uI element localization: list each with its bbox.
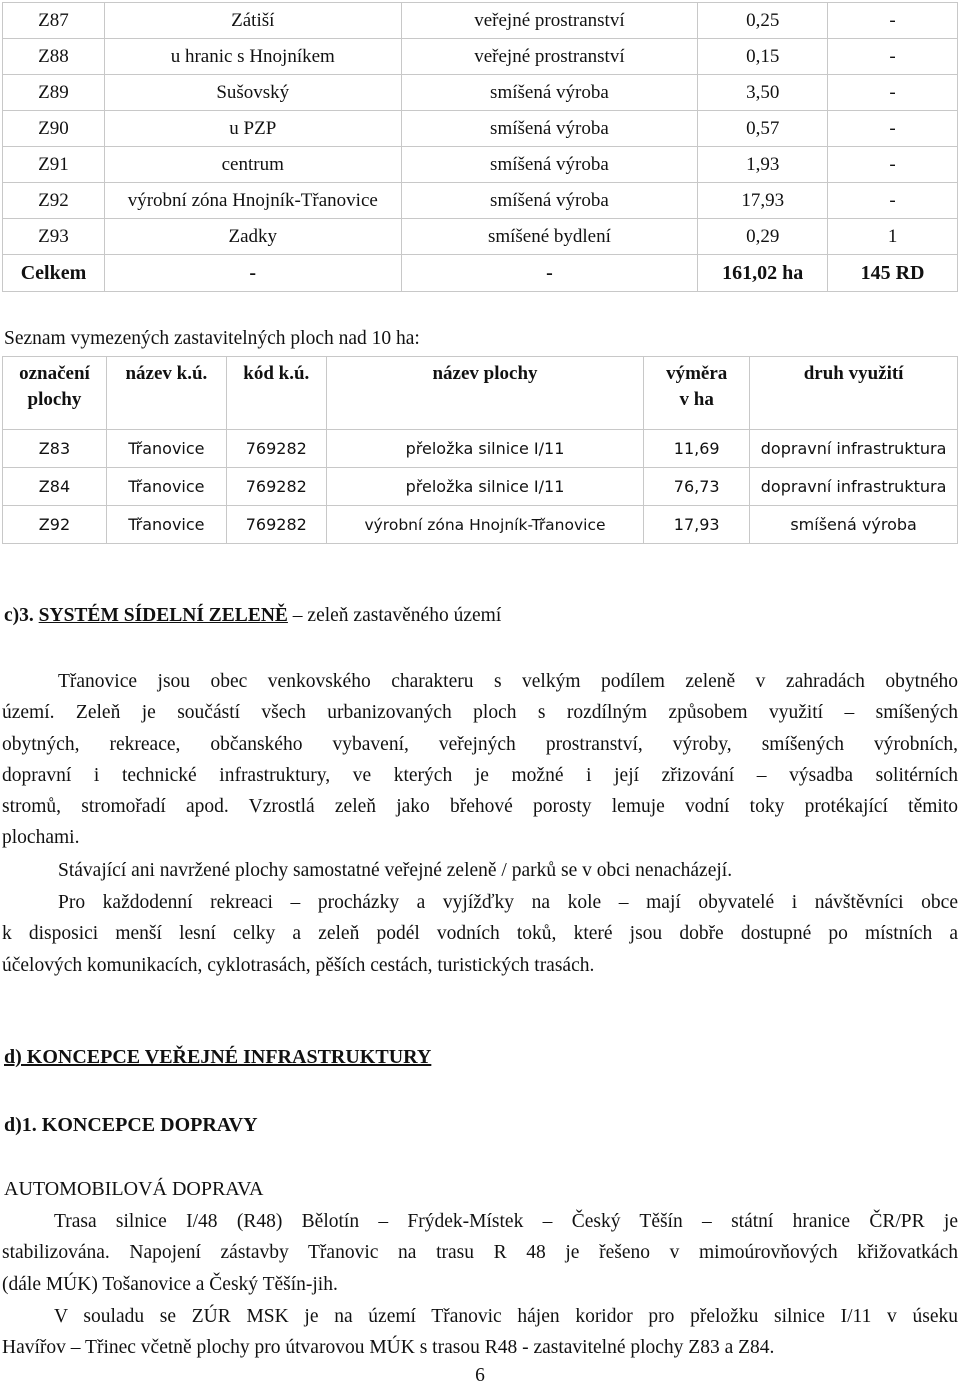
cell-name: u PZP (104, 111, 401, 147)
table-row (3, 430, 958, 468)
table-row (3, 75, 958, 111)
cell-nazev-plochy: výrobní zóna Hnojník-Třanovice (326, 506, 644, 544)
cell-units: 1 (828, 219, 958, 255)
cell-name: Zadky (104, 219, 401, 255)
automobile-transport-heading: AUTOMOBILOVÁ DOPRAVA (4, 1178, 264, 1200)
cell-vymera: 17,93 (644, 506, 750, 544)
paragraph-line: území. Zeleň je součástí všech urbanizovaných ploch s rozdílným způsobem využití – smíšených (2, 702, 958, 724)
large-areas-table (2, 356, 958, 544)
cell-area: 0,29 (698, 219, 828, 255)
table-row (3, 506, 958, 544)
cell-kod-ku: 769282 (226, 506, 326, 544)
cell-name: výrobní zóna Hnojník-Třanovice (104, 183, 401, 219)
section-d1-paragraph-2 (2, 1301, 958, 1364)
cell-name: u hranic s Hnojníkem (104, 39, 401, 75)
cell-nazev-ku: Třanovice (106, 468, 226, 506)
cell-kod-ku: 769282 (226, 430, 326, 468)
cell-druh: dopravní infrastruktura (750, 430, 958, 468)
cell-vymera: 76,73 (644, 468, 750, 506)
cell-area: 0,57 (698, 111, 828, 147)
cell-code: Z88 (3, 39, 105, 75)
cell-use: smíšená výroba (401, 111, 698, 147)
paragraph-line: V souladu se ZÚR MSK je na území Třanovic hájen koridor pro přeložku silnice I/11 v úseku (54, 1306, 958, 1327)
section-c3-paragraph-1 (2, 666, 958, 854)
cell-code: Z91 (3, 147, 105, 183)
cell-use: smíšená výroba (401, 147, 698, 183)
table-header-row (3, 357, 958, 430)
header-druh: druh využití (750, 357, 958, 430)
cell-nazev-ku: Třanovice (106, 506, 226, 544)
header-nazev-plochy: název plochy (326, 357, 644, 430)
cell-area: 3,50 (698, 75, 828, 111)
cell-code: Z93 (3, 219, 105, 255)
table-row (3, 219, 958, 255)
cell-use: smíšená výroba (401, 183, 698, 219)
table-row (3, 468, 958, 506)
cell-use: smíšená výroba (401, 75, 698, 111)
cell-code: Z89 (3, 75, 105, 111)
cell-oznaceni: Z92 (3, 506, 107, 544)
header-oznaceni-line1: označení (19, 363, 90, 384)
areas-table (2, 2, 958, 292)
cell-name: Zátiší (104, 3, 401, 39)
cell-use: veřejné prostranství (401, 3, 698, 39)
table-row (3, 3, 958, 39)
header-oznaceni-line2: plochy (27, 389, 82, 410)
cell-area: 1,93 (698, 147, 828, 183)
cell-name: - (104, 255, 401, 292)
cell-code: Celkem (3, 255, 105, 292)
cell-units: - (828, 39, 958, 75)
paragraph-line: Pro každodenní rekreaci – procházky a vyjížďky na kole – mají obyvatelé i návštěvníci obce (58, 892, 958, 913)
cell-units: - (828, 147, 958, 183)
section-d1-heading: d)1. KONCEPCE DOPRAVY (4, 1114, 258, 1136)
cell-area: 17,93 (698, 183, 828, 219)
paragraph-line: dopravní i technické infrastruktury, ve kterých je možné i její zřizování – výsadba solitérních (2, 764, 958, 786)
page-number: 6 (475, 1365, 485, 1386)
cell-units: - (828, 111, 958, 147)
section-c3-paragraph-3 (2, 887, 958, 981)
paragraph-line: Trasa silnice I/48 (R48) Bělotín – Frýdek-Místek – Český Těšín – státní hranice ČR/PR je (54, 1211, 958, 1232)
paragraph-line: Stávající ani navržené plochy samostatné veřejné zeleně / parků se v obci nenacházejí. (58, 860, 733, 881)
cell-nazev-ku: Třanovice (106, 430, 226, 468)
cell-area: 161,02 ha (698, 255, 828, 292)
section-d-heading: d) KONCEPCE VEŘEJNÉ INFRASTRUKTURY (4, 1046, 432, 1068)
cell-units: - (828, 75, 958, 111)
cell-area: 0,25 (698, 3, 828, 39)
paragraph-line: plochami. (2, 827, 80, 849)
cell-use: - (401, 255, 698, 292)
paragraph-line: k disposici menší lesní celky a zeleň podél vodních toků, které jsou dobře dostupné po místních a (2, 923, 958, 945)
cell-code: Z87 (3, 3, 105, 39)
cell-area: 0,15 (698, 39, 828, 75)
cell-nazev-plochy: přeložka silnice I/11 (326, 430, 644, 468)
cell-kod-ku: 769282 (226, 468, 326, 506)
paragraph-line: Třanovice jsou obec venkovského charakteru s velkým podílem zeleně v zahradách obytného (58, 671, 958, 692)
cell-code: Z92 (3, 183, 105, 219)
list-heading: Seznam vymezených zastavitelných ploch nad 10 ha: (4, 328, 420, 349)
section-c3-number: c)3. (4, 605, 34, 626)
paragraph-line: (dále MÚK) Tošanovice a Český Těšín-jih. (2, 1273, 338, 1295)
table-row (3, 147, 958, 183)
paragraph-line: účelových komunikacích, cyklotrasách, pěších cestách, turistických trasách. (2, 954, 595, 976)
table-row (3, 111, 958, 147)
cell-units: - (828, 3, 958, 39)
cell-druh: smíšená výroba (750, 506, 958, 544)
cell-vymera: 11,69 (644, 430, 750, 468)
paragraph-line: stromů, stromořadí apod. Vzrostlá zeleň jako břehové porosty lemuje vodní toky protékající těmito (2, 796, 958, 818)
section-c3-title: SYSTÉM SÍDELNÍ ZELENĚ (38, 605, 288, 626)
cell-name: centrum (104, 147, 401, 183)
section-d1-paragraph-1 (2, 1206, 958, 1300)
cell-oznaceni: Z83 (3, 430, 107, 468)
header-oznaceni (3, 357, 107, 430)
cell-oznaceni: Z84 (3, 468, 107, 506)
cell-code: Z90 (3, 111, 105, 147)
cell-nazev-plochy: přeložka silnice I/11 (326, 468, 644, 506)
section-c3-heading (4, 605, 501, 627)
header-vymera-line1: výměra (666, 363, 728, 384)
paragraph-line: obytných, rekreace, občanského vybavení, veřejných prostranství, výroby, smíšených výrobních, (2, 733, 958, 755)
cell-druh: dopravní infrastruktura (750, 468, 958, 506)
paragraph-line: Havířov – Třinec včetně plochy pro útvarovou MÚK s trasou R48 - zastavitelné plochy Z83 a Z84. (2, 1337, 775, 1359)
cell-use: smíšené bydlení (401, 219, 698, 255)
header-vymera-line2: v ha (679, 389, 714, 410)
cell-name: Sušovský (104, 75, 401, 111)
section-c3-paragraph-2 (2, 855, 958, 886)
cell-units: 145 RD (828, 255, 958, 292)
cell-use: veřejné prostranství (401, 39, 698, 75)
cell-units: - (828, 183, 958, 219)
table-row (3, 183, 958, 219)
table-total-row (3, 255, 958, 292)
paragraph-line: stabilizována. Napojení zástavby Třanovic na trasu R 48 je řešeno v mimoúrovňových křižovatkách (2, 1242, 958, 1264)
table-row (3, 39, 958, 75)
section-c3-subtitle: – zeleň zastavěného území (287, 605, 502, 626)
header-nazev-ku: název k.ú. (106, 357, 226, 430)
header-kod-ku: kód k.ú. (226, 357, 326, 430)
header-vymera (644, 357, 750, 430)
